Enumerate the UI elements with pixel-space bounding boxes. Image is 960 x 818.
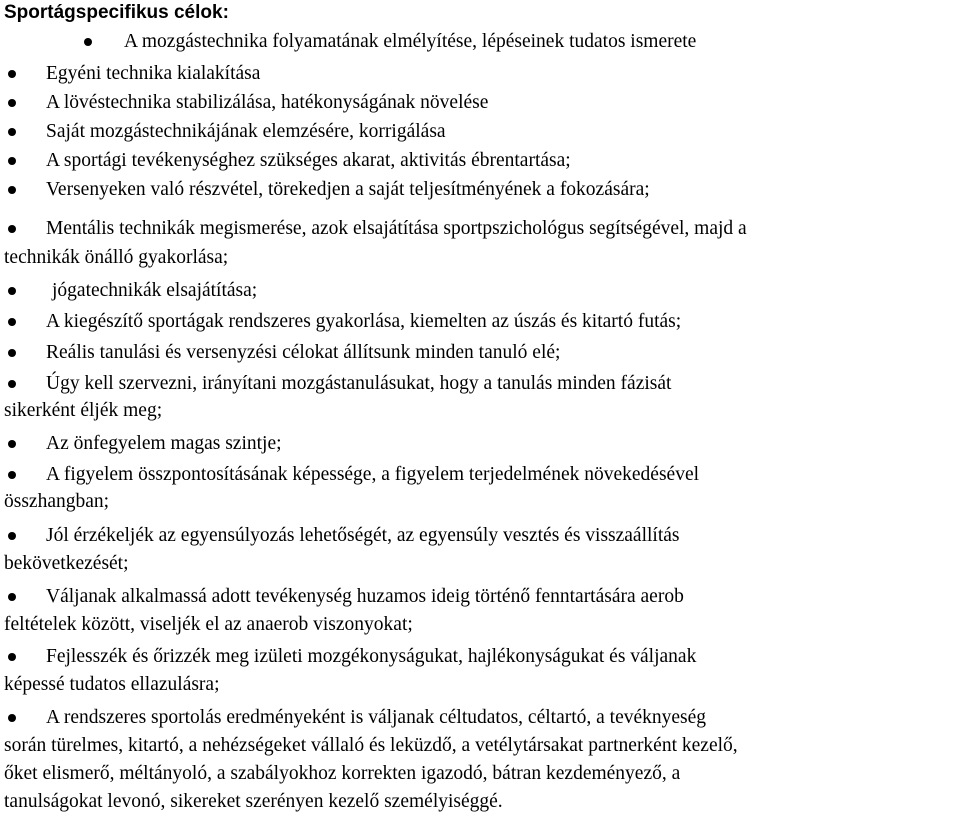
- list-item: [4, 88, 954, 117]
- list-item-text: A mozgástechnika folyamatának elmélyítése, lépéseinek tudatos ismerete: [124, 31, 697, 52]
- list-item-text: technikák önálló gyakorlása;: [4, 247, 229, 268]
- list-item: [4, 703, 954, 732]
- bullet-icon: [8, 287, 16, 295]
- bullet-icon: [8, 225, 16, 233]
- list-item-text: Úgy kell szervezni, irányítani mozgástanulásukat, hogy a tanulás minden fázisát: [46, 373, 672, 394]
- list-item-text: Váljanak alkalmassá adott tevékenység huzamos ideig történő fenntartására aerob: [46, 586, 684, 607]
- list-item-text: Reális tanulási és versenyzési célokat állítsunk minden tanuló elé;: [46, 342, 561, 363]
- bullet-icon: [8, 653, 16, 661]
- list-item-text: A lövéstechnika stabilizálása, hatékonyságának növelése: [46, 92, 489, 113]
- list-item-text: Fejlesszék és őrizzék meg izületi mozgékonyságukat, hajlékonyságukat és váljanak: [46, 646, 697, 667]
- list-item-text: tanulságokat levonó, sikereket szerényen kezelő személyiséggé.: [4, 791, 503, 812]
- list-item-continuation: [4, 610, 954, 639]
- bullet-icon: [8, 593, 16, 601]
- list-item-text: Saját mozgástechnikájának elemzésére, korrigálása: [46, 121, 446, 142]
- list-item-continuation: [4, 731, 954, 760]
- list-item-text: A sportági tevékenységhez szükséges akarat, aktivitás ébrentartása;: [46, 150, 571, 171]
- list-item-continuation: [4, 243, 954, 272]
- list-item-continuation: [4, 396, 954, 425]
- bullet-icon: [8, 532, 16, 540]
- list-item-continuation: [4, 670, 954, 699]
- bullet-icon: [8, 471, 16, 479]
- list-item: [4, 214, 954, 243]
- list-item-text: jógatechnikák elsajátítása;: [52, 280, 258, 301]
- bullet-icon: [8, 380, 16, 388]
- list-item-continuation: [4, 549, 954, 578]
- list-item-text: sikerként éljék meg;: [4, 400, 163, 421]
- list-item: [4, 307, 954, 336]
- list-item-continuation: [4, 759, 954, 788]
- list-item-text: bekövetkezését;: [4, 553, 129, 574]
- list-item: [4, 175, 954, 204]
- list-item-text: A rendszeres sportolás eredményeként is váljanak céltudatos, céltartó, a tevéknyeség: [46, 707, 707, 728]
- bullet-icon: [8, 440, 16, 448]
- list-item-text: Egyéni technika kialakítása: [46, 63, 261, 84]
- list-item-continuation: [4, 787, 954, 816]
- list-item: [4, 460, 954, 489]
- list-item: [4, 642, 954, 671]
- list-item: [4, 521, 954, 550]
- list-item-text: képessé tudatos ellazulásra;: [4, 674, 220, 695]
- list-item: [4, 59, 954, 88]
- list-item-continuation: [4, 487, 954, 516]
- list-item-text: összhangban;: [4, 491, 110, 512]
- list-item-text: Versenyeken való részvétel, törekedjen a saját teljesítményének a fokozására;: [46, 179, 650, 200]
- list-item: [4, 582, 954, 611]
- list-item: [4, 146, 954, 175]
- list-item: [4, 117, 954, 146]
- list-item-text: Mentális technikák megismerése, azok elsajátítása sportpszichológus segítségével, majd a: [46, 218, 747, 239]
- bullet-icon: [8, 157, 16, 165]
- list-item-text: során türelmes, kitartó, a nehézségeket vállaló és leküzdő, a vetélytársakat partnerként kezelő,: [4, 735, 738, 756]
- bullet-icon: [8, 128, 16, 136]
- list-item-text: feltételek között, viseljék el az anaerob viszonyokat;: [4, 614, 413, 635]
- list-item-text: őket elismerő, méltányoló, a szabályokhoz korrekten igazodó, bátran kezdeményező, a: [4, 763, 681, 784]
- bullet-icon: [8, 714, 16, 722]
- list-item-text: A kiegészítő sportágak rendszeres gyakorlása, kiemelten az úszás és kitartó futás;: [46, 311, 682, 332]
- bullet-icon: [8, 99, 16, 107]
- bullet-icon: [8, 318, 16, 326]
- list-item-text: A figyelem összpontosításának képessége, a figyelem terjedelmének növekedésével: [46, 464, 700, 485]
- list-item: [4, 429, 954, 458]
- list-item: [4, 338, 954, 367]
- bullet-icon: [84, 38, 92, 46]
- bullet-icon: [8, 349, 16, 357]
- bullet-icon: [8, 186, 16, 194]
- list-item: [4, 27, 954, 56]
- list-item-text: Jól érzékeljék az egyensúlyozás lehetőségét, az egyensúly vesztés és visszaállítás: [46, 525, 680, 546]
- list-item: [4, 276, 954, 305]
- bullet-icon: [8, 70, 16, 78]
- list-item: [4, 369, 954, 398]
- list-item-text: Az önfegyelem magas szintje;: [46, 433, 282, 454]
- section-heading: Sportágspecifikus célok:: [4, 2, 229, 23]
